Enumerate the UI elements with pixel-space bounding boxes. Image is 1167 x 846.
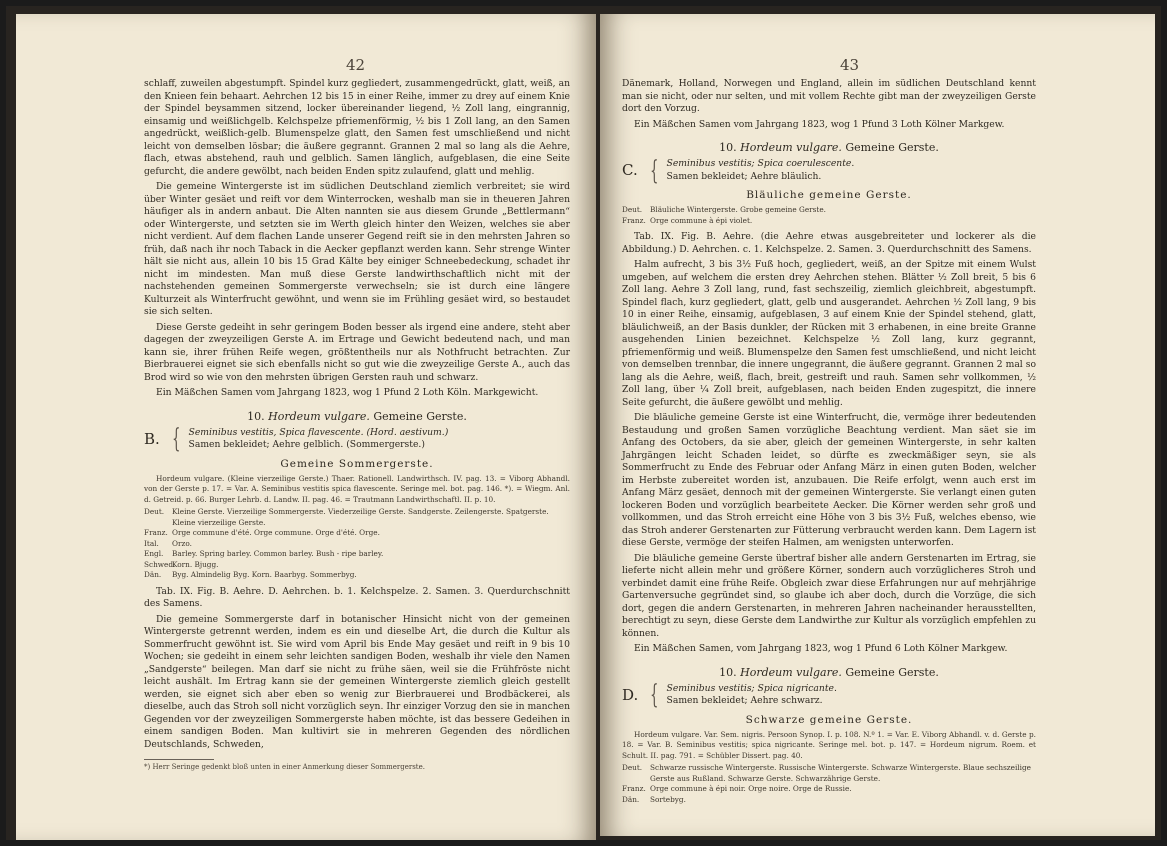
variety-letter: D. bbox=[622, 685, 639, 704]
vernacular-names bbox=[622, 763, 1036, 805]
paragraph: Die gemeine Sommergerste darf in botanischer Hinsicht nicht von der gemeinen Wintergerste getrennt werden, indem es ein und dieselbe Art, die durch die Kultur als Sommerfrucht gewöhnt ist. Sie wird vom April bis Ende May gesäet und reift in 9 bis 10 Wochen; sie gedeiht in einem sehr leichten sandigen Boden, weshalb ihr viele den Namen „Sandgerste“ beilegen. Man darf sie nicht zu frühe säen, weil sie die Frühfröste nicht leicht aushält. Im Ertrag kann sie der gemeinen Wintergerste ziemlich gleich gestellt werden, sie eignet sich aber eben so wenig zur Bierbrauerei und Brodbäckerei, als dieselbe, auch das Stroh soll nicht vorzüglich seyn. Ihr einziger Vorzug den sie in manchen Gegenden vor der zweyzeiligen Sommergerste haben möchte, ist das bessere Gedeihen in einem sandigen Boden. Man kultivirt sie in mehreren Gegenden des nördlichen Deutschlands, Schweden, bbox=[144, 613, 570, 750]
name-row: Schwed. Korn. Bjugg. bbox=[144, 559, 219, 569]
name-row: Deut. Schwarze russische Wintergerste. Russische Wintergerste. Schwarze Wintergerste. Blaue sechszeilige Gerste aus Rußland. Schwarze Gerste. Schwarzährige Gerste. bbox=[622, 763, 1031, 783]
name-row: Franz. Orge commune à épi noir. Orge noire. Orge de Russie. bbox=[622, 784, 852, 793]
variety-d bbox=[622, 680, 1036, 710]
left-page bbox=[16, 14, 596, 840]
variety-latin: Seminibus vestitis; Spica coerulescente. bbox=[666, 158, 855, 169]
variety-letter: C. bbox=[622, 161, 638, 180]
variety-latin: Seminibus vestitis; Spica nigricante. bbox=[666, 682, 837, 694]
paragraph: schlaff, zuweilen abgestumpft. Spindel kurz gegliedert, zusammengedrückt, glatt, weiß, an den Knieen fein behaart. Aehrchen 12 bis 15 in einer Reihe, immer zu drey auf einem Knie der Spindel beysammen sitzend, locker übereinander liegend, ½ Zoll lang, eingrannig, einsamig und weißlichgelb. Kelchspelze pfriemenförmig, ½ bis 1 Zoll lang, an den Samen angedrückt, weißlich-gelb. Blumenspelze glatt, den Samen fest umschließend und nicht leicht von demselben lösbar; die äußere gegrannt. Grannen 2 mal so lang als die Aehre, flach, etwas abstehend, rauh und gelblich. Samen länglich, aufgeblasen, die eine Seite gefurcht, die andere gewölbt, nach beiden Enden spitz zulaufend, glatt und mehlig. bbox=[144, 78, 570, 177]
variety-german: Samen bekleidet; Aehre bläulich. bbox=[666, 170, 822, 182]
name-row: Franz. Orge commune à épi violet. bbox=[622, 215, 753, 225]
name-row: Dän. Byg. Almindelig Byg. Korn. Baarbyg. Sommerbyg. bbox=[144, 570, 357, 579]
name-row: Deut. Bläuliche Wintergerste. Grobe gemeine Gerste. bbox=[622, 205, 826, 214]
paragraph: Ein Mäßchen Samen vom Jahrgang 1823, wog 1 Pfund 3 Loth Kölner Markgew. bbox=[634, 118, 1005, 130]
variety-b bbox=[144, 424, 570, 454]
vernacular-names bbox=[144, 507, 570, 581]
paragraph: Die gemeine Wintergerste ist im südlichen Deutschland ziemlich verbreitet; sie wird über Winter gesäet und reift vor dem Winterrocken, weshalb man sie in theueren Jahren häufiger als in andern anbaut. Die Alten nannten sie aus diesem Grunde „Bettlermann“ oder Wintergerste, und setzten sie im Werth gleich hinter den Weizen, welches sie aber nicht verdient. Auf dem flachen Lande unserer Gegend reift sie in den mehrsten Jahren so früh, daß nach ihr noch Taback in die Aecker gepflanzt werden kann. Sehr strenge Winter hält sie nicht aus, allein 10 bis 15 Grad Kälte bey einiger Schneebedeckung, schadet ihr nicht im mindesten. Man muß diese Gerste landwirthschaftlich nicht mit der nachstehenden gemeinen Sommergerste verwechseln; sie ist durch eine längere Kulturzeit als Winterfrucht gewöhnt, und wenn sie im Frühling gesäet wird, so bestaudet sie sich selten. bbox=[144, 181, 570, 317]
variety-letter: B. bbox=[144, 429, 160, 448]
paragraph: Die bläuliche gemeine Gerste übertraf bisher alle andern Gerstenarten im Ertrag, sie lieferte nicht allein mehr und größere Körner, sondern auch vorzüglicheres Stroh und verbindet damit eine frühe Reife. Obgleich zwar diese Erfahrungen nur auf mehrjährige Gartenversuche gegründet sind, so glaube ich aber doch, durch die Vorzüge, die sich dort, gegen die andern Gerstenarten, in mehreren Jahren nacheinander herausstellten, berechtigt zu seyn, diese Gerste dem Landwirthe zur Kultur als vorzüglich empfehlen zu können. bbox=[622, 552, 1036, 639]
plate-reference: Tab. IX. Fig. B. Aehre. D. Aehrchen. b. 1. Kelchspelze. 2. Samen. 3. Querdurchschnitt des Samens. bbox=[144, 585, 570, 609]
paragraph: Ein Mäßchen Samen, vom Jahrgang 1823, wog 1 Pfund 6 Loth Kölner Markgew. bbox=[634, 643, 1008, 654]
section-heading: 10. Hordeum vulgare. Gemeine Gerste. bbox=[247, 409, 467, 423]
left-text-column bbox=[144, 78, 570, 771]
page-number: 42 bbox=[346, 56, 366, 74]
common-name-title: Schwarze gemeine Gerste. bbox=[745, 713, 913, 726]
brace-glyph: { bbox=[650, 155, 659, 186]
common-name-title: Gemeine Sommergerste. bbox=[280, 457, 434, 470]
brace-glyph: { bbox=[650, 680, 659, 710]
name-row: Ital. Orzo. bbox=[144, 538, 192, 548]
brace-glyph: { bbox=[172, 424, 181, 454]
section-heading: 10. Hordeum vulgare. Gemeine Gerste. bbox=[719, 665, 939, 679]
synonyms: Hordeum vulgare. Var. Sem. nigris. Persoon Synop. I. p. 108. N.º 1. = Var. E. Viborg Abhandl. v. d. Gerste p. 18. = Var. B. Seminibus vestitis; spica nigricante. Seringe mel. bot. p. 147. = Hordeum nigrum. Roem. et Schult. II. pag. 791. = Schübler Dissert. pag. 40. bbox=[622, 729, 1036, 760]
footnote-rule bbox=[144, 759, 214, 760]
common-name-title: Bläuliche gemeine Gerste. bbox=[746, 189, 912, 201]
name-row: Dän. Sortebyg. bbox=[622, 794, 686, 804]
variety-german: Samen bekleidet; Aehre gelblich. (Sommergerste.) bbox=[188, 439, 425, 450]
name-row: Engl. Barley. Spring barley. Common barley. Bush - ripe barley. bbox=[144, 549, 384, 558]
paragraph: Diese Gerste gedeiht in sehr geringem Boden besser als irgend eine andere, steht aber dagegen der zweyzeiligen Gerste A. im Ertrage und Gewicht bedeutend nach, und man kann sie, ihrer frühen Reife wegen, größtentheils nur als Nothfrucht betrachten. Zur Bierbrauerei eignet sie sich ebenfalls nicht so gut wie die zweyzeilige Gerste A., auch das Brod wird so wie von den mehrsten übrigen Gersten rauh und schwarz. bbox=[144, 321, 570, 383]
right-page bbox=[600, 14, 1155, 836]
paragraph: Dänemark, Holland, Norwegen und England, allein im südlichen Deutschland kennt man sie nicht, oder nur selten, und mit vollem Rechte gibt man der zweyzeiligen Gerste dort den Vorzug. bbox=[622, 78, 1036, 114]
book-spread bbox=[6, 6, 1161, 840]
page-number: 43 bbox=[840, 56, 860, 74]
variety-german: Samen bekleidet; Aehre schwarz. bbox=[666, 695, 823, 706]
section-heading: 10. Hordeum vulgare. Gemeine Gerste. bbox=[719, 141, 939, 154]
variety-latin: Seminibus vestitis, Spica flavescente. (Hord. aestivum.) bbox=[188, 426, 449, 438]
paragraph: Die bläuliche gemeine Gerste ist eine Winterfrucht, die, vermöge ihrer bedeutenden Bestaudung und großen Samen vorzügliche Beachtung verdient. Man säet sie im Anfang des Octobers, da sie aber, gleich der gemeinen Wintergerste, in sehr kalten Jahrgängen leicht Schaden leidet, so dürfte es zweckmäßiger seyn, sie als Sommerfrucht zu Ende des Februar oder Anfang März in einen guten Boden, welcher im Herbste zubereitet worden ist, anzubauen. Die Reife erfolgt, wenn auch erst im Anfang März gesäet, dennoch mit der gemeinen Wintergerste. Sie verlangt einen guten lockeren Boden und vorzüglich bearbeitete Aecker. Die Körner werden sehr groß und vollkommen, und das Stroh erreicht eine Höhe von 3 bis 3½ Fuß, welches ebenso, wie das Stroh anderer Gerstenarten zur Fütterung verbraucht werden kann. Dem Lagern ist diese Gerste, vermöge der steifen Halmen, am wenigsten unterworfen. bbox=[622, 412, 1036, 548]
footnote: *) Herr Seringe gedenkt bloß unten in einer Anmerkung dieser Sommergerste. bbox=[144, 763, 425, 771]
name-row: Franz. Orge commune d'été. Orge commune. Orge d'été. Orge. bbox=[144, 528, 380, 537]
right-text-column bbox=[622, 78, 1036, 805]
vernacular-names bbox=[622, 205, 1036, 226]
paragraph: Ein Mäßchen Samen vom Jahrgang 1823, wog 1 Pfund 2 Loth Köln. Markgewicht. bbox=[156, 387, 539, 398]
variety-c bbox=[622, 155, 1036, 186]
description: Halm aufrecht, 3 bis 3½ Fuß hoch, gegliedert, weiß, an der Spitze mit einem Wulst umgeben, auf welchem die ersten drey Aehrchen stehen. Blätter ½ Zoll breit, 5 bis 6 Zoll lang. Aehre 3 Zoll lang, rund, fast sechszeilig, ziemlich gleichbreit, abgestumpft. Spindel flach, kurz gegliedert, glatt, gelb und ausgerandet. Aehrchen ½ Zoll lang, 9 bis 10 in einer Reihe, einsamig, aufgeblasen, 3 auf einem Knie der Spindel stehend, glatt, bläulichweiß, an der Basis dunkler, der Rücken mit 3 erhabenen, in eine breite Granne ausgehenden Linien bezeichnet. Kelchspelze ½ Zoll lang, kurz gegrannt, pfriemenförmig und weiß. Blumenspelze den Samen fest umschließend, und nicht leicht von demselben trennbar, die innere ungegrannt, die äußere gegrannt. Grannen 2 mal so lang als die Aehre, weiß, flach, breit, gestreift und rauh. Samen sehr vollkommen, ½ Zoll lang, über ¼ Zoll breit, aufgeblasen, nach beiden Enden zugespitzt, die innere Seite gefurcht, die äußere gewölbt und mehlig. bbox=[622, 259, 1036, 408]
plate-reference: Tab. IX. Fig. B. Aehre. (die Aehre etwas ausgebreiteter und lockerer als die Abbildung.) D. Aehrchen. c. 1. Kelchspelze. 2. Samen. 3. Querdurchschnitt des Samens. bbox=[622, 231, 1036, 255]
synonyms: Hordeum vulgare. (Kleine vierzeilige Gerste.) Thaer. Rationell. Landwirthsch. IV. pag. 13. = Viborg Abhandl. von der Gerste p. 17. = Var. A. Seminibus vestitis spica flavescente. Seringe mel. bot. pag. 146. *). = Wiegm. Anl. d. Getreid. p. 66. Burger Lehrb. d. Landw. II. pag. 46. = Trautmann Landwirthschaftl. II. p. 10. bbox=[144, 473, 570, 504]
name-row: Deut. Kleine Gerste. Vierzeilige Sommergerste. Viederzeilige Gerste. Sandgerste. Zeilengerste. Spatgerste. Kleine vierzeilige Gerste. bbox=[144, 507, 549, 527]
